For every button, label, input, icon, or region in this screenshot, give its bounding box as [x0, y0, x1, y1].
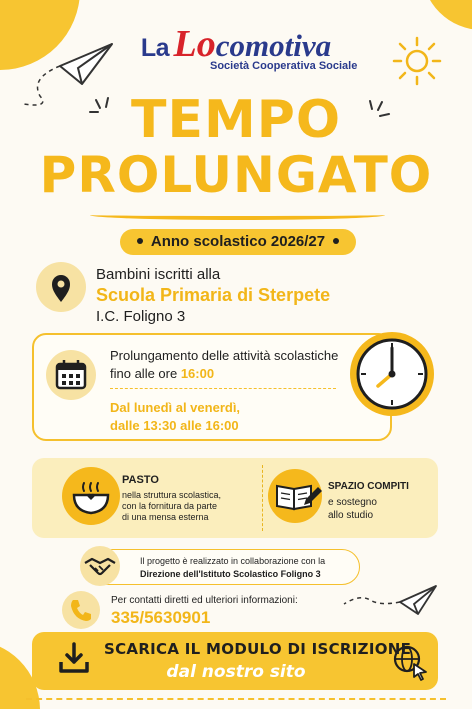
- handshake-badge: [80, 546, 120, 586]
- globe-cursor-icon: [390, 642, 430, 682]
- schedule-until-time: 16:00: [180, 366, 215, 381]
- logo-la: La: [140, 34, 170, 62]
- collaboration-pill: [82, 549, 360, 585]
- bottom-dashed-line: [26, 698, 446, 700]
- contacts-label: Per contatti diretti ed ulteriori informazioni:: [111, 595, 298, 606]
- logo-wordmark: [173, 23, 332, 65]
- download-form-label[interactable]: SCARICA IL MODULO DI ISCRIZIONE: [104, 640, 412, 658]
- schedule-days: Dal lunedì al venerdì,: [110, 400, 241, 415]
- meal-bowl-icon: [62, 467, 120, 525]
- paper-plane-small-icon: [340, 582, 440, 630]
- collaboration-line-1: Il progetto è realizzato in collaborazione con la: [140, 556, 326, 566]
- contacts-phone[interactable]: 335/5630901: [111, 608, 211, 627]
- homework-title: SPAZIO COMPITI: [328, 481, 409, 492]
- schedule-until-prefix: fino alle ore: [110, 366, 181, 381]
- schedule-until-text: [110, 366, 214, 381]
- phone-icon: [62, 591, 100, 629]
- homework-desc-line-2: allo studio: [328, 510, 374, 521]
- meal-description: [122, 490, 262, 523]
- collaboration-line-2: Direzione dell'Istituto Scolastico Foligno 3: [140, 569, 321, 579]
- logo-wordmark-lo: Lo: [173, 23, 216, 65]
- schedule-extension-text: Prolungamento delle attività scolastiche: [110, 348, 339, 363]
- school-year-text: Anno scolastico 2026/27: [150, 233, 326, 250]
- title-line-1: TEMPO: [130, 90, 342, 150]
- homework-description: [328, 496, 377, 522]
- school-name: Scuola Primaria di Sterpete: [96, 285, 331, 305]
- title-line-2: PROLUNGATO: [39, 146, 433, 204]
- download-form-sublabel[interactable]: dal nostro sito: [166, 662, 306, 682]
- logo-wordmark-rest: comotiva: [215, 28, 332, 63]
- location-badge: [36, 262, 86, 312]
- meal-desc-line-1: nella struttura scolastica,: [122, 490, 222, 500]
- school-year-pill: [120, 229, 356, 255]
- schedule-divider: [110, 388, 336, 389]
- phone-badge: [62, 591, 100, 629]
- schedule-hours: dalle 13:30 alle 16:00: [110, 418, 239, 433]
- location-pin-icon: [36, 262, 86, 312]
- meal-badge: [62, 467, 120, 525]
- enrolled-label: Bambini iscritti alla: [96, 266, 221, 283]
- title-underline: [90, 210, 385, 220]
- homework-desc-line-1: e sostegno: [328, 497, 377, 508]
- logo-subtitle: Società Cooperativa Sociale: [210, 60, 358, 72]
- meal-title: PASTO: [122, 474, 159, 486]
- institute-name: I.C. Foligno 3: [96, 308, 186, 325]
- pencil-icon: [300, 485, 324, 509]
- calendar-badge: [46, 350, 96, 400]
- handshake-icon: [80, 546, 120, 586]
- services-divider: [262, 465, 263, 531]
- calendar-icon: [46, 350, 96, 400]
- meal-desc-line-3: di una mensa esterna: [122, 512, 209, 522]
- clock-icon: [346, 328, 438, 420]
- meal-desc-line-2: con la fornitura da parte: [122, 501, 218, 511]
